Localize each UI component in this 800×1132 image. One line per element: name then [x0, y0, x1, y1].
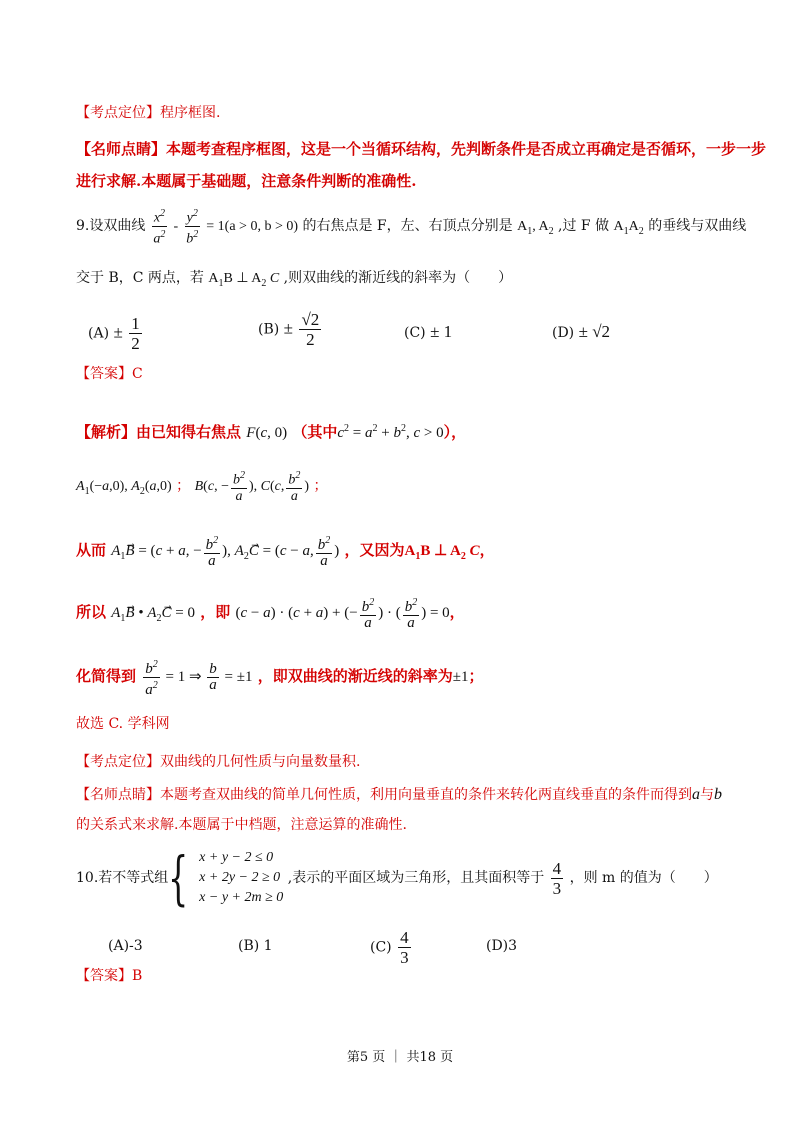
q9-line2b: ,则双曲线的渐近线的斜率为（ ） [283, 270, 513, 286]
q10-option-b [238, 938, 273, 954]
kaodian-line-8 [76, 103, 220, 123]
q9-option-d [552, 322, 610, 342]
jiexi-sep: ； [176, 478, 191, 494]
jiexi-text-5b: ，即双曲线的渐近线的斜率为 [257, 667, 453, 685]
mingshi-text-2: 进行求解.本题属于基础题，注意条件判断的准确性. [76, 172, 417, 190]
q10-stem [76, 846, 718, 912]
mingshi-var-a: a [692, 786, 700, 803]
mingshi-line-9b [76, 815, 407, 835]
q9-prefix: 9.设双曲线 [76, 218, 146, 235]
q9-option-a [88, 314, 144, 353]
q9-option-c-value: ± 1 [430, 322, 453, 341]
q10-option-a [108, 938, 143, 954]
q10-option-c-label: (C) [370, 939, 392, 956]
q10-prefix: 10.若不等式组 [76, 870, 169, 886]
mingshi-text-9b: 的关系式来求解.本题属于中档题，注意运算的准确性. [76, 817, 407, 833]
jiexi-line2: $A_1(-a,0)$, $A_2(a,0)$ ； B(c, − $\frac{b^2}{a}$ ), C(c, $\frac{b^2}{a}$ ) ； [76, 470, 328, 504]
q10-ineq3: x − y + 2m ≥ 0 [199, 890, 284, 905]
kaodian-text-9: 双曲线的几何性质与向量数量积. [160, 754, 361, 770]
q10-option-d [486, 938, 517, 954]
kaodian-tag: 【考点定位】 [76, 105, 160, 121]
mingshi-tag-9: 【名师点睛】 [76, 787, 160, 803]
jiexi-tag: 【解析】 [76, 423, 137, 441]
q10-answer-value: B [132, 968, 143, 984]
q9-option-b-sign: ± [283, 318, 294, 338]
jiexi-text-1b: （其中 [292, 423, 338, 441]
mingshi-text-9: 本题考查双曲线的简单几何性质，利用向量垂直的条件来转化两直线垂直的条件而得到 [160, 787, 692, 803]
jiexi-line1: 【解析】由已知得右焦点 F(c, 0) （其中$c^2 = a^2 + b^2$, c > 0）， [76, 423, 467, 441]
jiexi-line5: 化简得到 $\frac{b^2}{a^2}$ = 1 ⇒ $\frac{b}{a}$ = ±1 ，即双曲线的渐近线的斜率为±1； [76, 658, 484, 698]
q10-system [199, 848, 283, 908]
jiexi-text-4c: ， [449, 603, 465, 621]
jiexi-text-3a: 从而 [76, 541, 107, 559]
q9-option-d-label: (D) [552, 325, 575, 341]
q10-answer-tag: 【答案】 [76, 968, 132, 984]
q10-option-b-text: (B) 1 [238, 938, 273, 954]
page-footer: 第5 页 ｜ 共18 页 [346, 1050, 454, 1065]
q9-answer [76, 364, 143, 384]
q9-stem-line2: 交于 B，C 两点，若 $A_1B$ ⊥ $A_2$ C ,则双曲线的渐近线的斜率为（ ） [76, 270, 513, 289]
q10-answer [76, 966, 142, 986]
q9-text1: 的右焦点是 F，左、右顶点分别是 [302, 218, 513, 235]
answer-tag: 【答案】 [76, 366, 132, 382]
q9-text3: 的垂线与双曲线 [648, 218, 747, 235]
q9-option-b-label: (B) [258, 321, 280, 338]
mingshi-var-b: b [714, 786, 722, 803]
q10-option-a-text: (A)-3 [108, 938, 143, 954]
jiexi-text-1: 由已知得右焦点 [136, 423, 242, 441]
mingshi-text: 本题考查程序框图，这是一个当循环结构，先判断条件是否成立再确定是否循环，一步一步 [166, 140, 767, 158]
q9-frac-x: $\frac{x^2}{a^2}$ [153, 208, 166, 247]
q10-option-c-frac: $\frac{4}{3}$ [400, 928, 409, 967]
q9-cond: = 1(a > 0, b > 0) [206, 219, 299, 235]
q9-option-b-frac: $\frac{√2}{2}$ [301, 310, 320, 349]
mingshi-yu: 与 [700, 787, 714, 803]
mingshi-line-8a [76, 139, 766, 159]
q10-brace: { [168, 844, 189, 912]
answer-value: C [132, 366, 143, 382]
jiexi-line3: 从而 $A_1B⃗ = (c + a$, − $\frac{b^2}{a}$ ), $A_2C⃗ = (c - a$, $\frac{b^2}{a}$ ) ，又因为$A_1B$ ⊥ $A_2$ C， [76, 535, 495, 569]
q9-text2: ,过 F 做 [558, 218, 610, 235]
q10-frac: $\frac{4}{3}$ [552, 858, 562, 898]
q9-option-a-frac: $\frac{1}{2}$ [131, 314, 140, 353]
jiexi-text-3c: ， [479, 541, 495, 559]
kaodian-line-9 [76, 752, 360, 772]
kaodian-tag-9: 【考点定位】 [76, 754, 160, 770]
q10-ineq1: x + y − 2 ≤ 0 [199, 850, 274, 865]
mingshi-line-9a [76, 785, 722, 805]
jiexi-text-4b: ，即 [200, 603, 231, 621]
jiexi-text-3b: ，又因为 [344, 541, 405, 559]
q9-option-c-label: (C) [404, 325, 426, 341]
kaodian-text: 程序框图. [160, 105, 221, 121]
jiexi-text-4a: 所以 [76, 603, 107, 621]
mingshi-line-8b [76, 171, 416, 191]
jiexi-text-5a: 化简得到 [76, 667, 137, 685]
q10-text2: ，则 m 的值为（ ） [569, 870, 718, 886]
q9-option-a-sign: ± [113, 322, 123, 342]
guxuan-text: 故选 C. 学科网 [76, 716, 170, 732]
q10-ineq2: x + 2y − 2 ≥ 0 [199, 870, 281, 885]
mingshi-tag: 【名师点睛】 [76, 140, 167, 158]
q9-line2a: 交于 B，C 两点，若 [76, 270, 204, 286]
q9-stem-line1: 9.设双曲线 $\frac{x^2}{a^2}$ - $\frac{y^2}{b^2}$ = 1(a > 0, b > 0) 的右焦点是 F，左、右顶点分别是 $A_1$, $A_2$ ,过 F 做 $A_1A_2$ 的垂线与双曲线 [76, 208, 747, 247]
q9-frac-y: $\frac{y^2}{b^2}$ [186, 208, 199, 247]
jiexi-text-5d: ； [468, 667, 484, 685]
jiexi-slope: ±1 [452, 669, 469, 685]
jiexi-line4: 所以 $A_1B⃗$ • $A_2C⃗ = 0$ ，即 (c − a) · (c + a) + (− $\frac{b^2}{a}$ ) · ( $\frac{b^2}{a}$ ) = 0， [76, 597, 465, 631]
q9-option-a-label: (A) [88, 325, 110, 342]
q9-option-c [404, 322, 452, 342]
q9-option-d-value: ± √2 [578, 322, 611, 341]
q10-option-d-text: (D)3 [486, 938, 518, 954]
q9-option-b [258, 310, 323, 349]
q10-text: ,表示的平面区域为三角形，且其面积等于 [287, 870, 545, 886]
jiexi-text-1c: ）， [443, 423, 467, 441]
q10-option-c [370, 928, 413, 967]
guxuan-line [76, 714, 170, 734]
